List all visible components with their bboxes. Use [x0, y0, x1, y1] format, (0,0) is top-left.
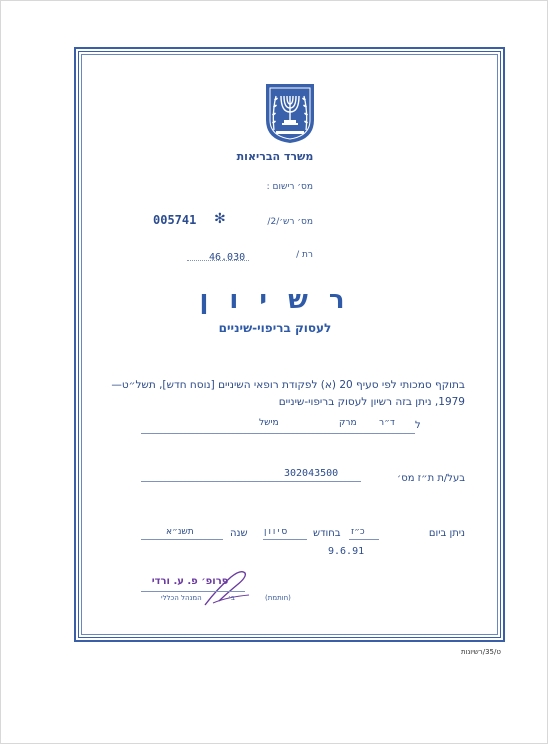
ras-label: מס׳ רש׳/2/ — [267, 217, 313, 227]
rt-number: 46.030 — [209, 252, 246, 263]
seal-label: (חותמת) — [265, 594, 291, 602]
registration-number: 005741 — [153, 213, 197, 227]
signature-scribble-icon — [201, 567, 253, 609]
given-label: ניתן ביום — [428, 528, 465, 539]
form-code: ט/35/רשיונות — [461, 648, 501, 656]
signatory-role-prefix: ב׳ — [228, 594, 235, 602]
signatory-name: פרופ׳ פ. ע. ורדי — [151, 576, 229, 587]
id-label: בעל/ת ת״ז מס׳ — [397, 473, 465, 484]
authority-statement: בתוקף סמכותי לפי סעיף 20 (א) לפקודת רופאי השיניים [נוסח חדש], תשל״ט—1979, ניתן בזה רשיון לעסוק בריפוי-שיניים — [111, 379, 465, 408]
issue-month: סיוון — [264, 527, 290, 537]
signatory-role: המנהל הכללי — [161, 594, 202, 602]
document-title: ר ש י ו ן — [199, 285, 351, 315]
holder-first-name: מרק — [339, 418, 357, 428]
star-icon: ✻ — [214, 211, 226, 227]
document-subtitle: לעסוק בריפוי-שיניים — [218, 321, 332, 335]
issue-day: כ״ז — [351, 527, 365, 537]
state-emblem-icon — [264, 82, 316, 144]
issue-date: 9.6.91 — [328, 546, 365, 557]
year-label: שנה — [230, 528, 248, 539]
rt-label: רת / — [296, 250, 313, 260]
registration-label: מס׳ רישום : — [266, 182, 313, 192]
id-number: 302043500 — [284, 468, 339, 479]
holder-title: ד״ר — [379, 418, 395, 428]
holder-prefix: ל — [415, 420, 421, 431]
holder-last-name: מישל — [259, 418, 279, 428]
month-label: בחודש — [313, 528, 341, 539]
ministry-name: משרד הבריאות — [236, 150, 314, 163]
issue-year: תשנ״א — [166, 527, 194, 537]
